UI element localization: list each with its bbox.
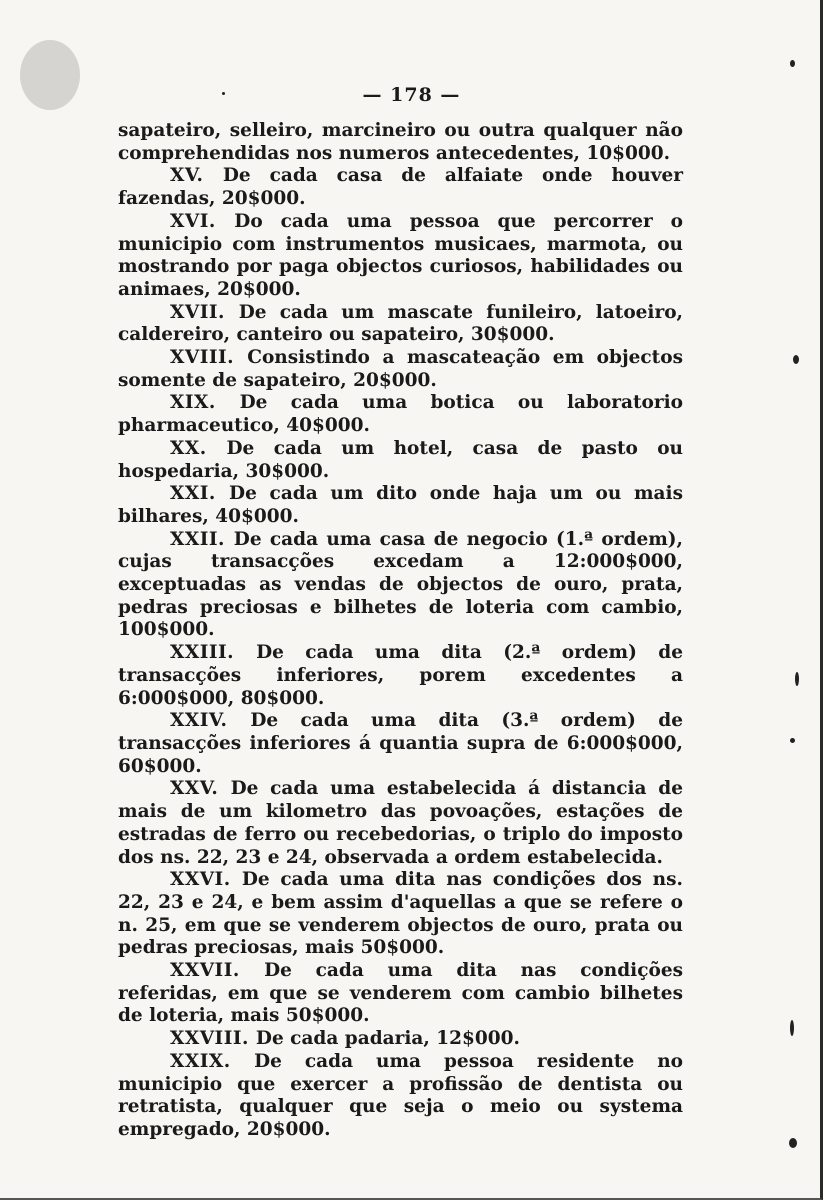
paragraph	[118, 529, 683, 643]
paragraph-text: De cada padaria, 12$000.	[255, 1028, 520, 1050]
item-number: XVIII.	[170, 347, 235, 369]
paragraph	[118, 710, 683, 778]
paragraph-text: sapateiro, selleiro, marcineiro ou outra qualquer não comprehendidas nos numeros antecedentes, 10$000.	[118, 120, 683, 164]
item-number: XIX.	[170, 392, 216, 414]
paragraph-text: De cada uma casa de negocio (1.ª ordem), cujas transacções excedam a 12:000$000, exceptuadas as vendas de objectos de ouro, prata, pedras preciosas e bilhetes de loteria com cambio, 100$000.	[118, 528, 683, 641]
paragraph-text: De cada uma dita (3.ª ordem) de transacções inferiores á quantia supra de 6:000$000, 60$000.	[118, 710, 683, 777]
item-number: XXVIII.	[170, 1028, 249, 1050]
item-number: XXII.	[170, 528, 225, 550]
paragraph	[118, 642, 683, 710]
scan-speck	[789, 1138, 797, 1148]
paragraph-text: Consistindo a mascateação em objectos somente de sapateiro, 20$000.	[118, 347, 683, 391]
scan-speck	[790, 1020, 794, 1036]
paragraph	[118, 302, 683, 347]
paragraph	[118, 869, 683, 960]
item-number: XX.	[170, 437, 207, 459]
item-number: XXVII.	[170, 960, 240, 982]
item-number: XVI.	[170, 210, 216, 232]
paragraph	[118, 211, 683, 302]
paragraph-text: De cada um dito onde haja um ou mais bilhares, 40$000.	[118, 483, 683, 527]
paragraph-text: De cada uma dita (2.ª ordem) de transacções inferiores, porem excedentes a 6:000$000, 80$000.	[118, 642, 683, 709]
paragraph	[118, 438, 683, 483]
paragraph-text: De cada uma botica ou laboratorio pharmaceutico, 40$000.	[118, 392, 683, 437]
scan-speck	[222, 92, 225, 95]
scan-speck	[790, 60, 795, 67]
paragraph-text: De cada uma dita nas condições referidas, em que se venderem com cambio bilhetes de loteria, mais 50$000.	[118, 960, 683, 1027]
item-number: XXV.	[170, 778, 219, 800]
paragraph	[118, 483, 683, 528]
paragraph	[118, 1028, 683, 1051]
item-number: XXIII.	[170, 642, 235, 664]
scan-speck	[790, 738, 795, 743]
item-number: XV.	[170, 165, 204, 187]
paragraph	[118, 347, 683, 392]
paragraph	[118, 1051, 683, 1142]
item-number: XXIV.	[170, 710, 228, 732]
paragraph-text: De cada uma dita nas condições dos ns. 22, 23 e 24, e bem assim d'aquellas a que se refere o n. 25, em que se venderem objectos de ouro, prata ou pedras preciosas, mais 50$000.	[118, 869, 683, 959]
paragraph	[118, 960, 683, 1028]
scan-smudge	[20, 40, 80, 110]
scan-speck	[793, 355, 799, 364]
paragraph	[118, 165, 683, 210]
paragraph-text: Do cada uma pessoa que percorrer o municipio com instrumentos musicaes, marmota, ou mostrando por paga objectos curiosos, habilidades ou animaes, 20$000.	[118, 210, 684, 300]
item-number: XXI.	[170, 483, 216, 505]
item-number: XVII.	[170, 301, 225, 323]
paragraph-text: De cada uma estabelecida á distancia de mais de um kilometro das povoações, estações de estradas de ferro ou recebedorias, o triplo do imposto dos ns. 22, 23 e 24, observada a ordem estabelecida.	[118, 778, 683, 868]
scan-speck	[795, 672, 799, 686]
paragraph-text: De cada um mascate funileiro, latoeiro, caldereiro, canteiro ou sapateiro, 30$000.	[118, 301, 683, 346]
page-body	[118, 120, 683, 1142]
paragraph-text: De cada casa de alfaiate onde houver fazendas, 20$000.	[118, 165, 683, 210]
paragraph-text: De cada um hotel, casa de pasto ou hospedaria, 30$000.	[118, 437, 683, 482]
paragraph-text: De cada uma pessoa residente no municipio que exercer a profissão de dentista ou retratista, qualquer que seja o meio ou systema empregado, 20$000.	[118, 1050, 683, 1140]
page-number: — 178 —	[362, 84, 461, 106]
paragraph	[118, 778, 683, 869]
item-number: XXVI.	[170, 869, 231, 891]
paragraph	[118, 120, 683, 165]
item-number: XXIX.	[170, 1050, 231, 1072]
paragraph	[118, 392, 683, 437]
